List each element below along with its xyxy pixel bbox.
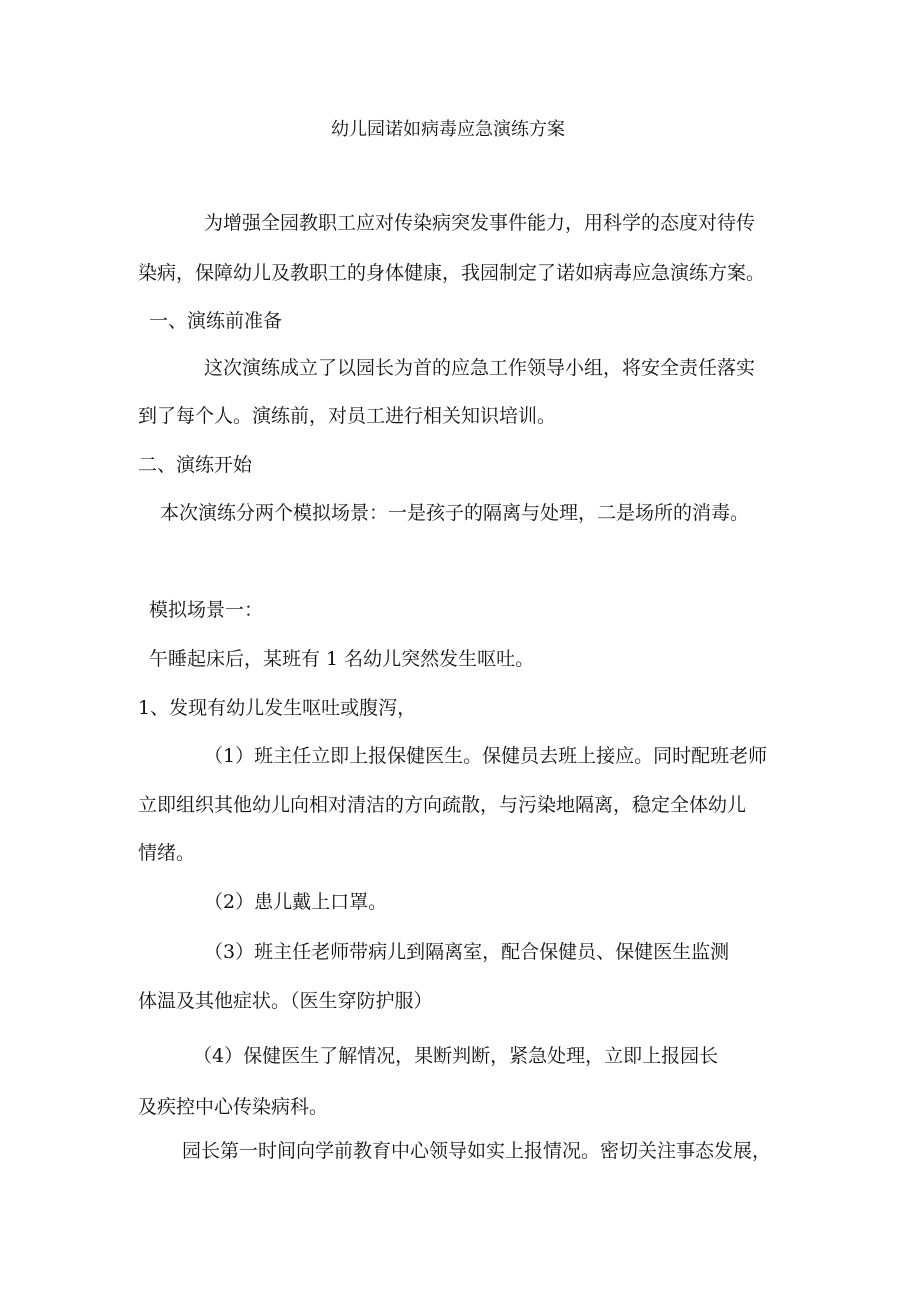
paragraph-line: 染病，保障幼儿及教职工的身体健康，我园制定了诺如病毒应急演练方案。 [138, 262, 766, 284]
paragraph-line: 本次演练分两个模拟场景：一是孩子的隔离与处理，二是场所的消毒。 [160, 502, 750, 524]
paragraph-line: 为增强全园教职工应对传染病突发事件能力，用科学的态度对待传 [204, 212, 756, 234]
paragraph-line: 这次演练成立了以园长为首的应急工作领导小组，将安全责任落实 [204, 357, 756, 379]
list-item: （1）班主任立即上报保健医生。保健员去班上接应。同时配班老师 [204, 745, 768, 767]
subheading: 模拟场景一： [149, 599, 264, 621]
paragraph-line: 园长第一时间向学前教育中心领导如实上报情况。密切关注事态发展， [182, 1140, 772, 1162]
section-heading: 二、演练开始 [138, 454, 253, 476]
paragraph-line: 到了每个人。演练前，对员工进行相关知识培训。 [138, 405, 557, 427]
paragraph-line: 午睡起床后，某班有 1 名幼儿突然发生呕吐。 [149, 648, 535, 670]
paragraph-line: 及疾控中心传染病科。 [138, 1096, 329, 1118]
list-item: （2）患儿戴上口罩。 [204, 891, 388, 913]
paragraph-line: 情绪。 [138, 842, 196, 864]
document-title: 幼儿园诺如病毒应急演练方案 [331, 119, 565, 140]
paragraph-line: 立即组织其他幼儿向相对清洁的方向疏散，与污染地隔离，稳定全体幼儿 [138, 794, 747, 816]
section-heading: 一、演练前准备 [149, 310, 283, 332]
paragraph-line: 体温及其他症状。（医生穿防护服） [138, 990, 433, 1012]
list-item: （3）班主任老师带病儿到隔离室，配合保健员、保健医生监测 [204, 941, 730, 963]
list-item: （4）保健医生了解情况，果断判断，紧急处理，立即上报园长 [193, 1045, 719, 1067]
list-item: 1、发现有幼儿发生呕吐或腹泻， [138, 697, 417, 719]
